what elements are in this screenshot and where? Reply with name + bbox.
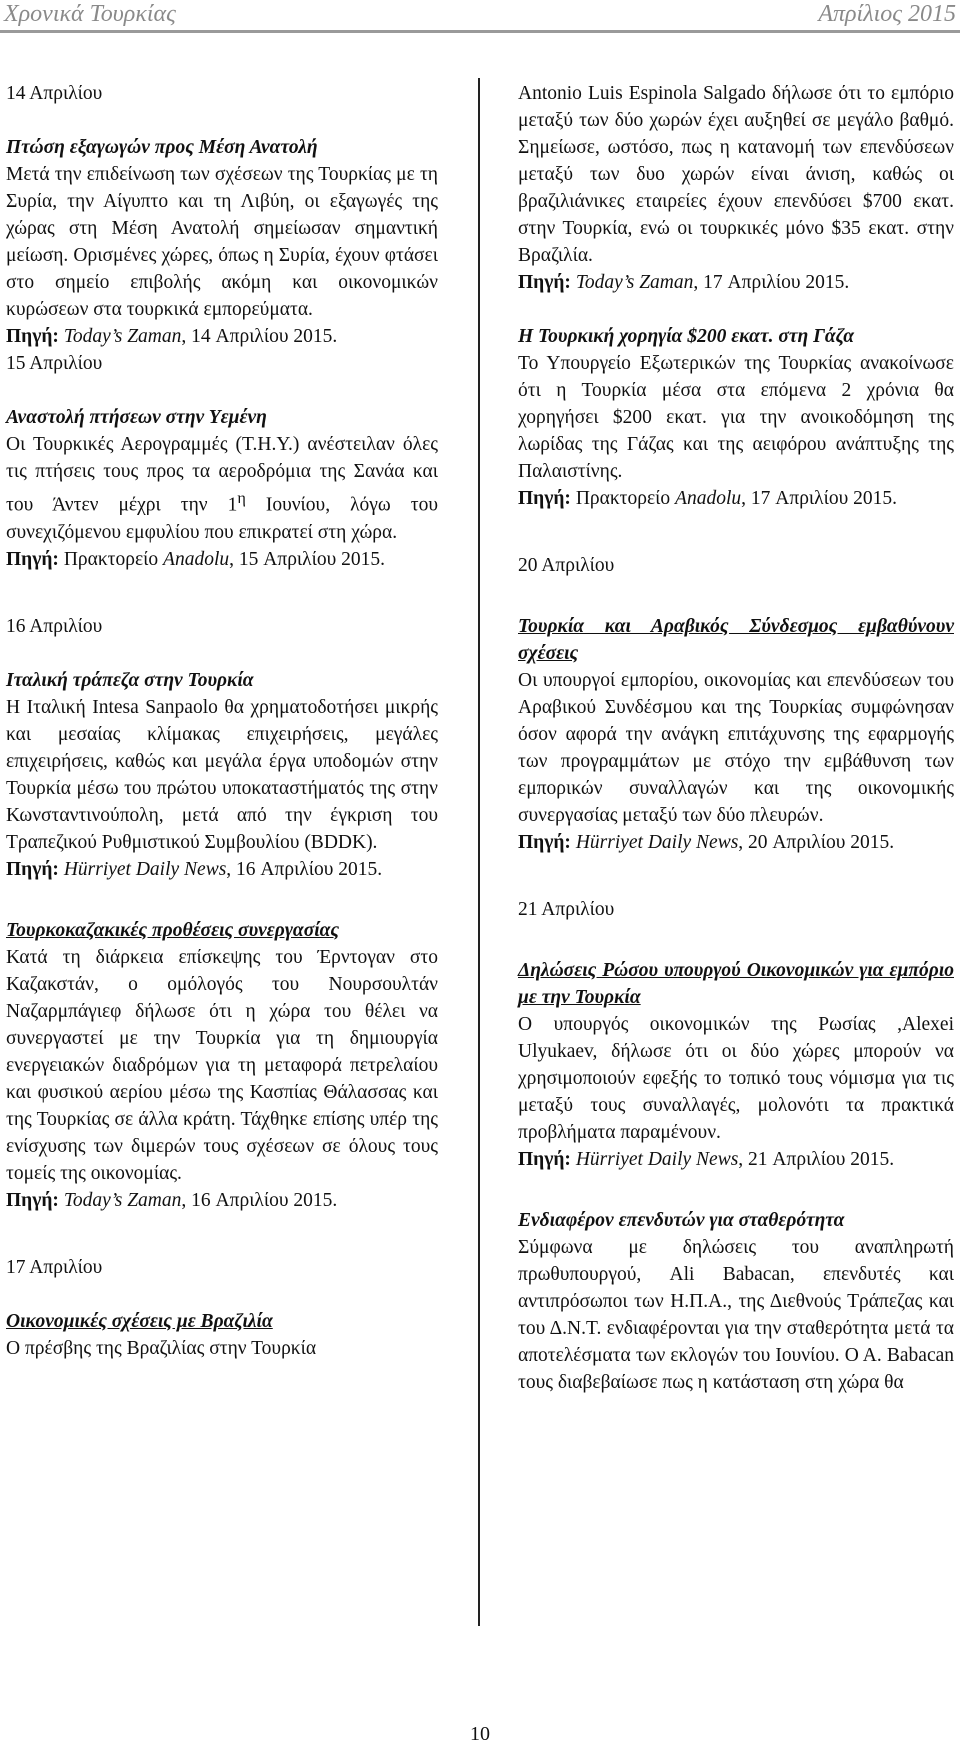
article-title-gaza: Η Τουρκική χορηγία $200 εκατ. στη Γάζα	[518, 326, 855, 347]
page-header	[0, 0, 960, 30]
article-body-gaza: Το Υπουργείο Εξωτερικών της Τουρκίας ανακοίνωσε ότι η Τουρκία μέσα στα επόμενα 2 χρόνια θα χορηγήσει $200 εκατ. για την ανοικοδόμηση της λωρίδας της Γάζας και της αειφόρου ανάπτυξης της Παλαιστίνης.	[518, 353, 954, 482]
date-16-april: 16 Απριλίου	[6, 615, 103, 637]
article-source-russia	[518, 1146, 954, 1173]
source-label: Πηγή:	[518, 488, 571, 509]
source-publication: Anadolu	[163, 548, 230, 570]
article-title-kazakhstan: Τουρκοκαζακικές προθέσεις συνεργασίας	[6, 919, 340, 941]
article-title-arab-league: Τουρκία και Αραβικός Σύνδεσμος εμβαθύνουν σχέσεις	[518, 616, 954, 664]
date-20-april: 20 Απριλίου	[518, 555, 615, 576]
source-date: , 14 Απριλίου 2015.	[181, 326, 338, 347]
header-rule	[0, 30, 960, 33]
article-source-yemen	[6, 546, 438, 573]
source-publication: Today’s Zaman	[63, 1189, 182, 1211]
source-publication: Hürriyet Daily News	[575, 832, 739, 853]
date-15-april: 15 Απριλίου	[6, 353, 103, 374]
source-date: , 21 Απριλίου 2015.	[738, 1149, 895, 1170]
source-prefix: Πρακτορείο	[58, 548, 164, 570]
article-body-investors: Σύμφωνα με δηλώσεις του αναπληρωτή πρωθυπουργού, Ali Babacan, επενδυτές και αντιπρόσωποι των Η.Π.Α., της Διεθνούς Τράπεζας και του Δ.Ν.Τ. ενδιαφέρονται για την σταθερότητα μετά τα αποτελέσματα των εκλογών του Ιουνίου. Ο Α. Babacan τους διαβεβαίωσε πως η κατάσταση στη χώρα θα	[518, 1237, 954, 1393]
article-body-arab-league: Οι υπουργοί εμπορίου, οικονομίας και επενδύσεων του Αραβικού Συνδέσμου και της Τουρκίας συμφώνησαν όσον αφορά την ανάγκη επιτάχυνσης της εφαρμογής των προγραμμάτων με στόχο την εμβάθυνση των εμπορικών συναλλαγών και της οικονομικής συνεργασίας μεταξύ των δύο πλευρών.	[518, 670, 954, 826]
source-publication: Today’s Zaman	[63, 326, 182, 347]
article-source-exports	[6, 323, 438, 350]
issue-date: Απρίλιος 2015	[818, 1, 956, 27]
article-source-italian-bank	[6, 856, 438, 883]
source-date: , 17 Απριλίου 2015.	[693, 272, 850, 293]
article-body-exports: Μετά την επιδείνωση των σχέσεων της Τουρκίας με τη Συρία, την Αίγυπτο και τη Λιβύη, οι εξαγωγές της χώρας στη Μέση Ανατολή σημείωσαν σημαντική μείωση. Ορισμένες χώρες, όπως η Συρία, έχουν φτάσει στο σημείο επιβολής ακόμη και οικονομικών κυρώσεων στα τουρκικά εμπορεύματα.	[6, 164, 438, 320]
source-label: Πηγή:	[518, 272, 571, 293]
source-label: Πηγή:	[6, 548, 59, 570]
ordinal-superscript: η	[237, 489, 246, 507]
source-publication: Anadolu	[675, 488, 742, 509]
date-17-april: 17 Απριλίου	[6, 1256, 103, 1278]
article-title-russia: Δηλώσεις Ρώσου υπουργού Οικονομικών για εμπόριο με την Τουρκία	[518, 960, 954, 1008]
newsletter-title: Χρονικά Τουρκίας	[4, 1, 176, 27]
source-date: , 15 Απριλίου 2015.	[229, 548, 386, 570]
article-body-yemen	[6, 431, 438, 546]
source-prefix: Πρακτορείο	[570, 488, 676, 509]
source-label: Πηγή:	[6, 1189, 59, 1211]
article-source-arab-league	[518, 829, 954, 856]
source-publication: Today’s Zaman	[575, 272, 694, 293]
article-title-italian-bank: Ιταλική τράπεζα στην Τουρκία	[6, 669, 254, 691]
article-source-brazil	[518, 269, 954, 296]
source-date: , 20 Απριλίου 2015.	[738, 832, 895, 853]
source-date: , 16 Απριλίου 2015.	[226, 858, 383, 880]
date-14-april: 14 Απριλίου	[6, 83, 103, 104]
article-title-yemen: Αναστολή πτήσεων στην Υεμένη	[6, 407, 267, 428]
source-label: Πηγή:	[518, 1149, 571, 1170]
source-date: , 17 Απριλίου 2015.	[741, 488, 898, 509]
article-body-brazil-cont: Antonio Luis Espinola Salgado δήλωσε ότι το εμπόριο μεταξύ των δύο χωρών έχει αυξηθεί σε μεγάλο βαθμό. Σημείωσε, ωστόσο, πως η κατανομή των επενδύσεων μεταξύ των δυο χωρών είναι άνιση, καθώς οι βραζιλιάνικες εταιρείες έχουν επενδύσει $700 εκατ. στην Τουρκία, ενώ οι τουρκικές μόνο $35 εκατ. στην Βραζιλία.	[518, 83, 954, 266]
source-label: Πηγή:	[6, 858, 59, 880]
article-title-investors: Ενδιαφέρον επενδυτών για σταθερότητα	[518, 1210, 845, 1231]
article-body-brazil: Ο πρέσβης της Βραζιλίας στην Τουρκία	[6, 1337, 317, 1359]
column-divider	[478, 78, 480, 1626]
source-label: Πηγή:	[518, 832, 571, 853]
right-column	[518, 80, 954, 1396]
source-publication: Hürriyet Daily News	[575, 1149, 739, 1170]
article-source-gaza	[518, 485, 954, 512]
article-body-kazakhstan: Κατά τη διάρκεια επίσκεψης του Έρντογαν στο Καζακστάν, ο ομόλογός του Νουρσουλτάν Ναζαρμπάγιεφ δήλωσε ότι η χώρα του θέλει να συνεργαστεί με την Τουρκία για τη δημιουργία ενεργειακών διαδρόμων για τη μεταφορά πετρελαίου και φυσικού αερίου μέσω της Κασπίας Θάλασσας και της Τουρκίας σε άλλα κράτη. Τάχθηκε επίσης υπέρ της ενίσχυσης των διμερών τους σχέσεων σε όλους τους τομείς της οικονομίας.	[6, 946, 438, 1184]
page-number: 10	[470, 1723, 490, 1745]
article-source-kazakhstan	[6, 1187, 438, 1214]
left-column	[6, 80, 438, 1362]
source-publication: Hürriyet Daily News	[63, 858, 227, 880]
article-title-exports: Πτώση εξαγωγών προς Μέση Ανατολή	[6, 137, 318, 158]
source-label: Πηγή:	[6, 326, 59, 347]
date-21-april: 21 Απριλίου	[518, 899, 615, 920]
article-body-russia: Ο υπουργός οικονομικών της Ρωσίας ,Alexei Ulyukaev, δήλωσε ότι οι δύο χώρες μπορούν να χρησιμοποιούν εφεξής το τοπικό τους νόμισμα για τις μεταξύ τους συναλλαγές, μολονότι τα πρακτικά προβλήματα παραμένουν.	[518, 1014, 954, 1143]
body-text: Οι Τουρκικές Αερογραμμές (Τ.Η.Υ.) ανέστειλαν όλες τις πτήσεις τους προς τα αεροδρόμια της Σανάα και του Άντεν μέχρι την 1	[6, 434, 438, 516]
source-date: , 16 Απριλίου 2015.	[181, 1189, 338, 1211]
article-title-brazil: Οικονομικές σχέσεις με Βραζιλία	[6, 1310, 273, 1332]
article-body-italian-bank: Η Ιταλική Intesa Sanpaolo θα χρηματοδοτήσει μικρής και μεσαίας κλίμακας επιχειρήσεις, μεγάλες επιχειρήσεις, καθώς και μεγάλα έργα υποδομών στην Τουρκία μέσω του πρώτου υποκαταστήματός της στην Κωνσταντινούπολη, μετά από την έγκριση του Τραπεζικού Ρυθμιστικού Συμβουλίου (BDDK).	[6, 696, 438, 853]
body-text: Ιουνίου, λόγω του συνεχιζόμενου εμφυλίου που επικρατεί στη χώρα.	[6, 494, 438, 543]
